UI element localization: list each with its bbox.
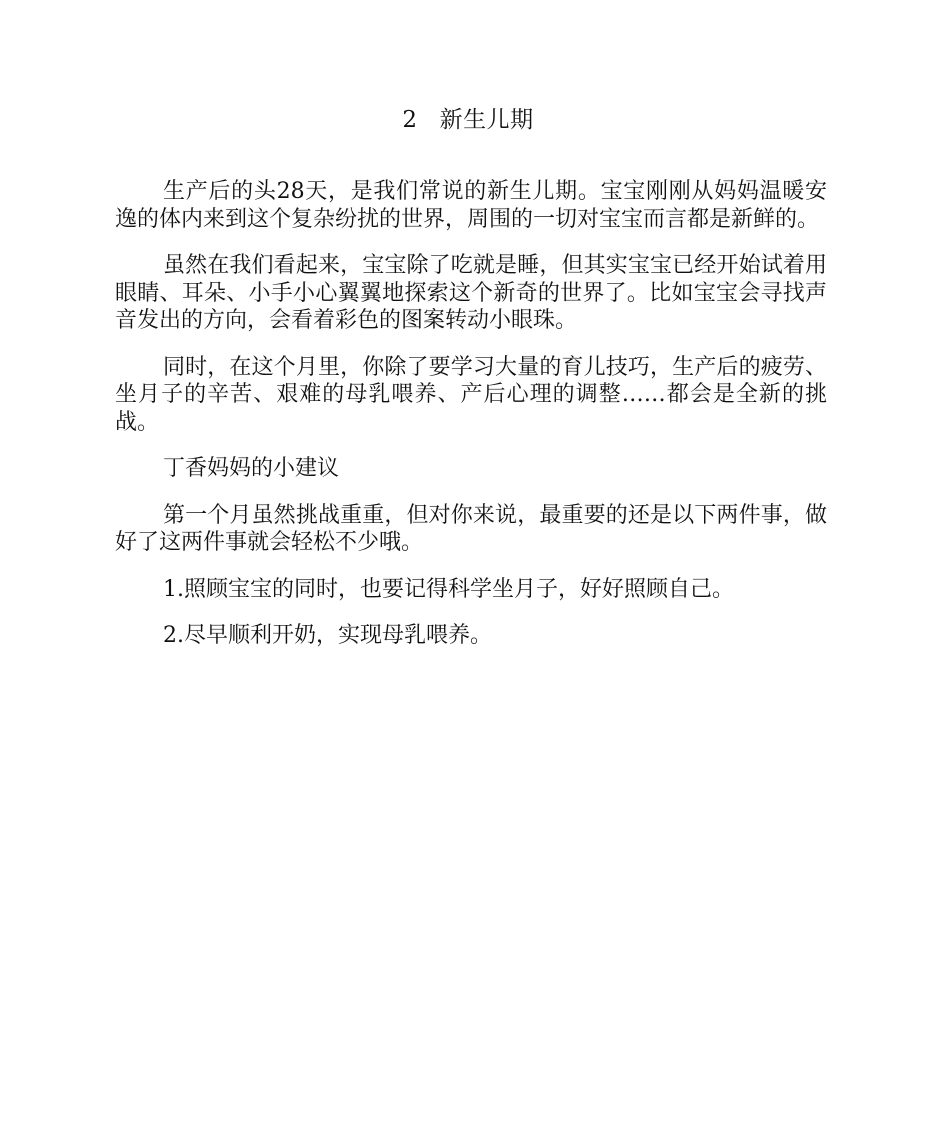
paragraph-exploration: 虽然在我们看起来，宝宝除了吃就是睡，但其实宝宝已经开始试着用眼睛、耳朵、小手小心翼翼地探索这个新奇的世界了。比如宝宝会寻找声音发出的方向，会看着彩色的图案转动小眼珠。: [115, 253, 827, 333]
paragraph-intro: 生产后的头28天，是我们常说的新生儿期。宝宝刚刚从妈妈温暖安逸的体内来到这个复杂纷扰的世界，周围的一切对宝宝而言都是新鲜的。: [115, 179, 827, 232]
tip-item-2: 2.尽早顺利开奶，实现母乳喂养。: [163, 623, 492, 648]
body-text: [115, 178, 827, 669]
section-heading-tips: 丁香妈妈的小建议: [163, 456, 340, 481]
chapter-number: 2: [402, 107, 418, 133]
chapter-title: [0, 104, 936, 136]
tip-item-1: 1.照顾宝宝的同时，也要记得科学坐月子，好好照顾自己。: [163, 576, 734, 602]
paragraph-tips-intro: 第一个月虽然挑战重重，但对你来说，最重要的还是以下两件事，做好了这两件事就会轻松不少哦。: [115, 502, 827, 555]
paragraph-challenges: 同时，在这个月里，你除了要学习大量的育儿技巧，生产后的疲劳、坐月子的辛苦、艰难的母乳喂养、产后心理的调整……都会是全新的挑战。: [115, 354, 827, 435]
chapter-title-text: 新生儿期: [439, 107, 534, 133]
